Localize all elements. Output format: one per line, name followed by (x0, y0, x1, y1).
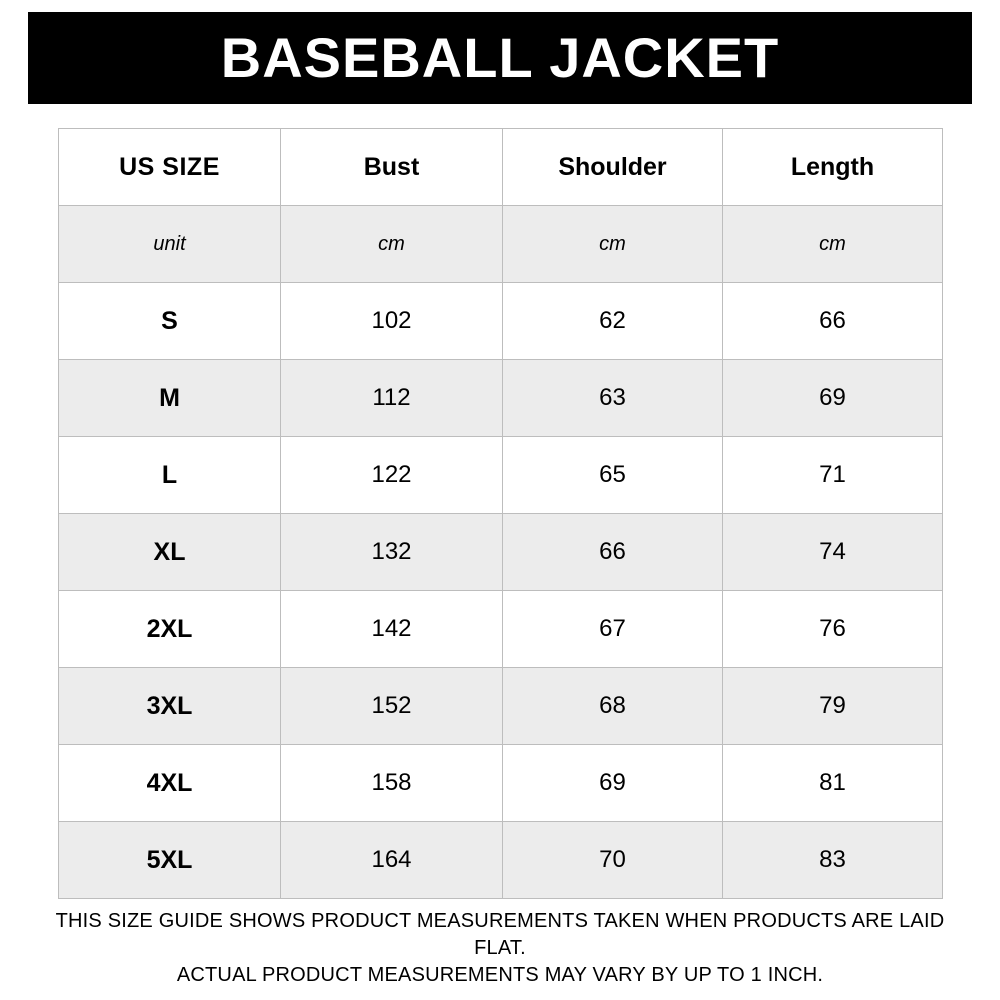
shoulder-value: 66 (503, 514, 723, 591)
size-label: L (59, 437, 281, 514)
length-value: 76 (723, 591, 943, 668)
column-header-bust: Bust (281, 129, 503, 206)
unit-shoulder: cm (503, 206, 723, 283)
length-value: 79 (723, 668, 943, 745)
size-label: M (59, 360, 281, 437)
table-row (59, 745, 943, 822)
bust-value: 102 (281, 283, 503, 360)
table-row (59, 822, 943, 899)
table-row (59, 360, 943, 437)
table-row (59, 514, 943, 591)
size-label: 5XL (59, 822, 281, 899)
length-value: 74 (723, 514, 943, 591)
table-row (59, 591, 943, 668)
shoulder-value: 67 (503, 591, 723, 668)
column-header-shoulder: Shoulder (503, 129, 723, 206)
shoulder-value: 63 (503, 360, 723, 437)
column-header-us-size: US SIZE (59, 129, 281, 206)
size-chart-table (58, 128, 943, 899)
table-body (59, 206, 943, 899)
table-row-unit (59, 206, 943, 283)
shoulder-value: 65 (503, 437, 723, 514)
column-header-length: Length (723, 129, 943, 206)
footnote (50, 908, 950, 989)
length-value: 69 (723, 360, 943, 437)
table-header (59, 129, 943, 206)
bust-value: 122 (281, 437, 503, 514)
unit-bust: cm (281, 206, 503, 283)
page-title: BASEBALL JACKET (220, 26, 780, 89)
shoulder-value: 70 (503, 822, 723, 899)
length-value: 71 (723, 437, 943, 514)
size-label: 3XL (59, 668, 281, 745)
shoulder-value: 68 (503, 668, 723, 745)
table-row (59, 283, 943, 360)
length-value: 66 (723, 283, 943, 360)
footnote-line-2: ACTUAL PRODUCT MEASUREMENTS MAY VARY BY UP TO 1 INCH. (176, 964, 824, 986)
title-banner (28, 12, 972, 104)
bust-value: 112 (281, 360, 503, 437)
size-label: 2XL (59, 591, 281, 668)
size-label: XL (59, 514, 281, 591)
shoulder-value: 69 (503, 745, 723, 822)
bust-value: 158 (281, 745, 503, 822)
bust-value: 164 (281, 822, 503, 899)
length-value: 81 (723, 745, 943, 822)
footnote-line-1: THIS SIZE GUIDE SHOWS PRODUCT MEASUREMENTS TAKEN WHEN PRODUCTS ARE LAID FLAT. (55, 910, 945, 959)
bust-value: 132 (281, 514, 503, 591)
size-label: 4XL (59, 745, 281, 822)
bust-value: 152 (281, 668, 503, 745)
size-label: S (59, 283, 281, 360)
table-row (59, 668, 943, 745)
table-header-row (59, 129, 943, 206)
unit-length: cm (723, 206, 943, 283)
shoulder-value: 62 (503, 283, 723, 360)
length-value: 83 (723, 822, 943, 899)
bust-value: 142 (281, 591, 503, 668)
unit-label: unit (59, 206, 281, 283)
table-row (59, 437, 943, 514)
